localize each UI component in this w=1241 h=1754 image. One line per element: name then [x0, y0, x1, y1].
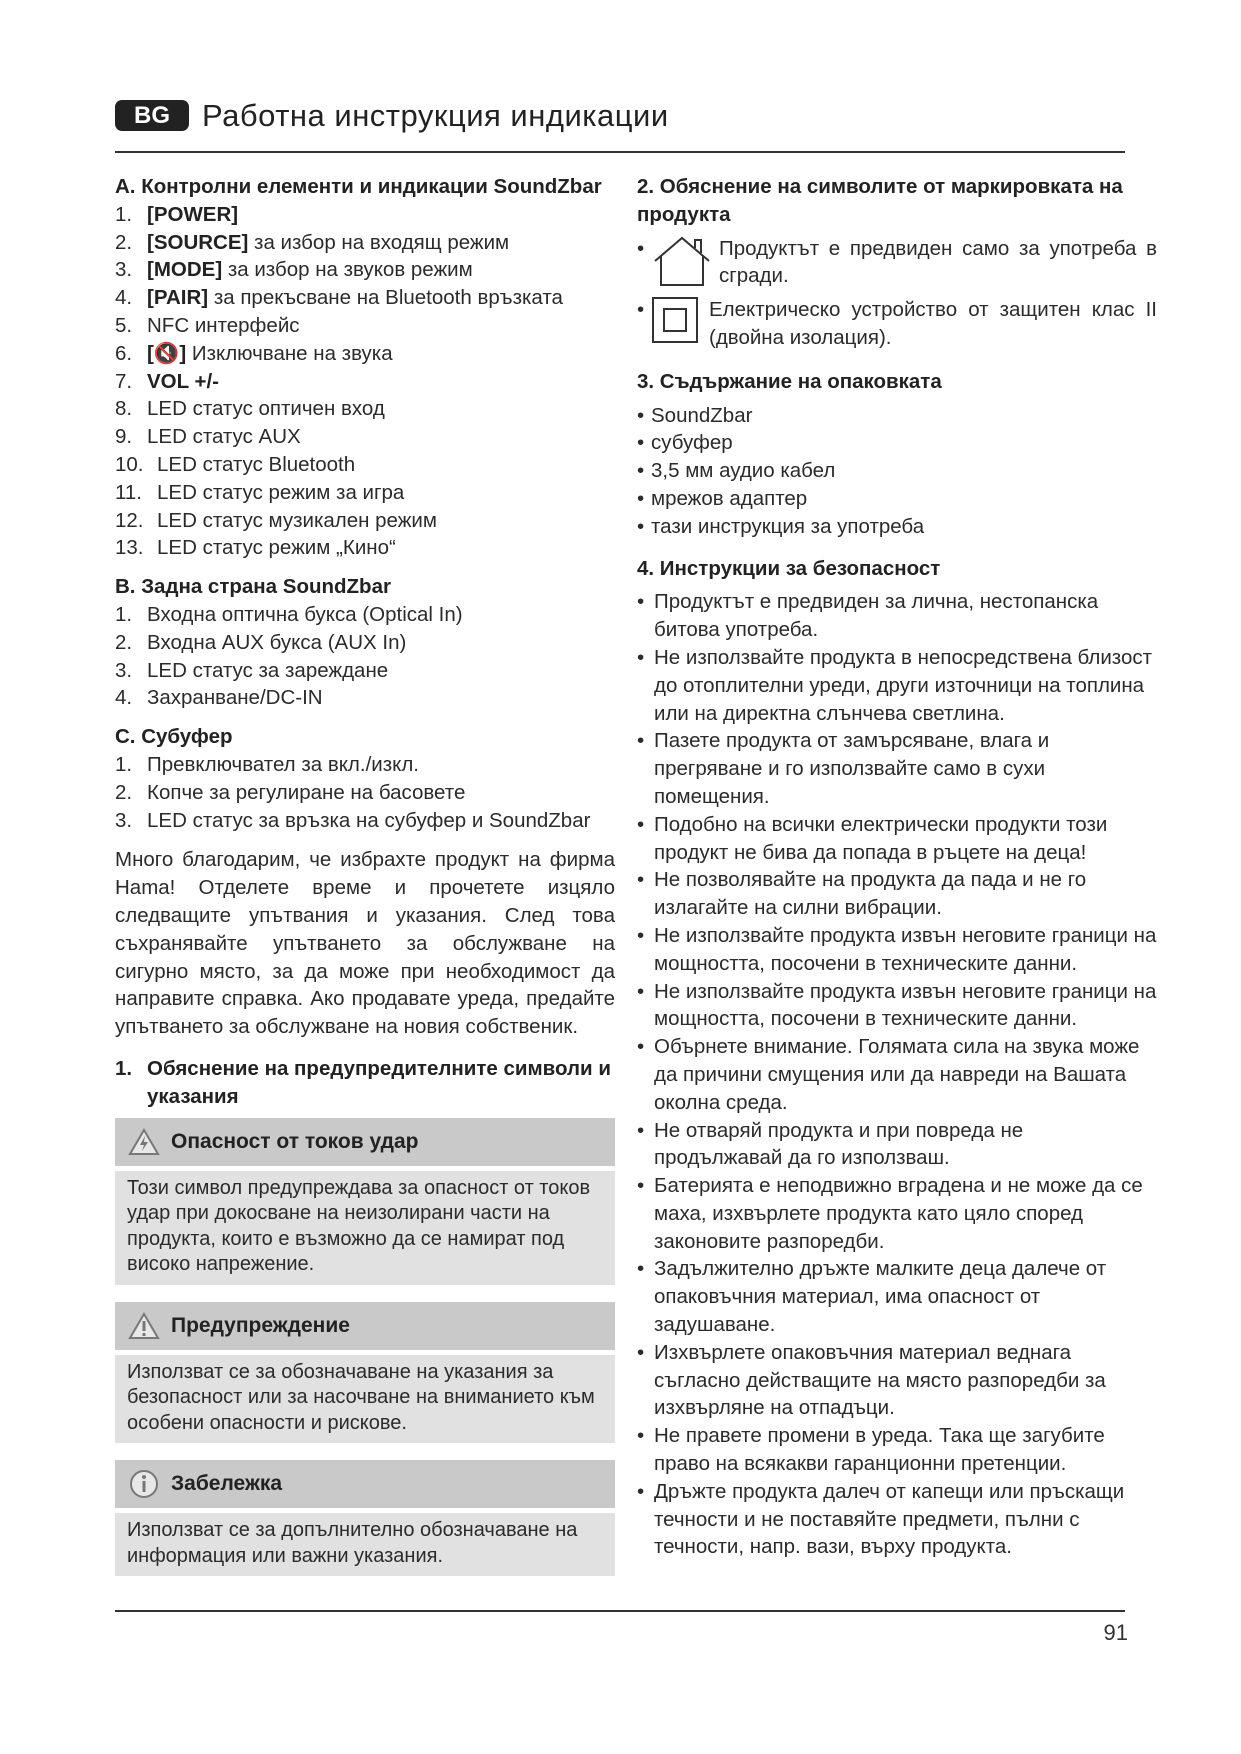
list-item — [115, 256, 615, 284]
item-text: Обърнете внимание. Голямата сила на звука може да причини смущения или да навреди на Вашата околна среда. — [654, 1035, 1140, 1114]
list-item — [115, 368, 615, 396]
double-insulation-icon — [651, 296, 699, 344]
list-item — [115, 479, 615, 507]
box-heading: Забележка — [171, 1472, 283, 1496]
item-text: Изхвърлете опаковъчния материал веднага съгласно действащите на място разпоредби за изхвърляне на отпадъци. — [654, 1340, 1106, 1420]
item-text: Не използвайте продукта в непосредствена близост до отоплителни уреди, други източници на топлина или на директна слънчева светлина. — [654, 645, 1152, 725]
warning-box-header — [115, 1302, 615, 1350]
list-item — [115, 451, 615, 479]
symbol-row-house: • Продуктът е предвиден само за употреба в сгради. — [637, 235, 1157, 291]
bullet: • — [637, 1257, 645, 1281]
bullet: • — [637, 1424, 645, 1448]
item-key: [🔇] — [147, 341, 187, 365]
language-badge: BG — [115, 100, 189, 131]
item-number: 4. — [115, 286, 133, 310]
item-text: за избор на звуков режим — [222, 258, 473, 282]
bullet: • — [637, 1174, 645, 1198]
section-1-number: 1. — [115, 1056, 133, 1080]
info-circle-icon — [127, 1469, 161, 1499]
item-number: 13. — [115, 536, 144, 560]
item-text: Превключвател за вкл./изкл. — [147, 752, 419, 776]
bullet: • — [637, 1479, 645, 1503]
item-text: 3,5 мм аудио кабел — [651, 459, 836, 483]
list-item — [637, 1422, 1157, 1478]
section-a-title: A. Контролни елементи и индикации SoundZbar — [115, 175, 602, 198]
item-text: Копче за регулиране на басовете — [147, 780, 466, 804]
section-a-list — [115, 201, 615, 562]
list-item — [637, 978, 1157, 1034]
intro-paragraph: Много благодарим, че избрахте продукт на фирма Hama! Отделете време и прочетете изцяло следващите упътвания и указания. След това съхранявайте упътването за обслужване на сигурно място, за да може при необходимост да направите справка. Ако продавате уреда, предайте упътването за обслужване на новия собственик. — [115, 848, 615, 1039]
list-item — [637, 485, 1157, 513]
page-number: 91 — [1103, 1620, 1128, 1645]
item-text: LED статус за връзка на субуфер и SoundZbar — [147, 808, 591, 832]
list-item — [637, 644, 1157, 727]
warning-box-body: Използват се за обозначаване на указания за безопасност или за насочване на вниманието към особени опасности и рискове. — [115, 1355, 615, 1444]
list-item — [637, 866, 1157, 922]
item-number: 2. — [115, 780, 133, 804]
item-number: 11. — [115, 480, 142, 504]
item-number: 10. — [115, 452, 144, 476]
page-title: Работна инструкция индикации — [202, 98, 669, 133]
item-text: Подобно на всички електрически продукти този продукт не бива да попада в ръцете на деца! — [654, 812, 1108, 864]
bullet: • — [637, 403, 645, 427]
box-heading: Предупреждение — [171, 1313, 350, 1337]
item-key: [PAIR] — [147, 286, 209, 310]
symbol-house-text: Продуктът е предвиден само за употреба в сгради. — [719, 236, 1157, 288]
symbol-class-ii-text: Електрическо устройство от защитен клас II (двойна изолация). — [709, 298, 1157, 349]
list-item — [637, 1339, 1157, 1422]
item-number: 9. — [115, 425, 133, 449]
box-heading: Опасност от токов удар — [171, 1129, 419, 1153]
list-item — [115, 684, 615, 712]
item-number: 3. — [115, 808, 133, 832]
item-number: 1. — [115, 602, 133, 626]
item-key: [POWER] — [147, 202, 239, 226]
item-text: мрежов адаптер — [651, 486, 808, 510]
section-b-title: B. Задна страна SoundZbar — [115, 575, 391, 599]
item-text: Батерията е неподвижно вградена и не може да се маха, изхвърлете продукта като цяло според законовите разпоредби. — [654, 1174, 1143, 1253]
list-item — [115, 779, 615, 807]
package-contents-list — [637, 402, 1157, 541]
item-text: Не използвайте продукта извън неговите граници на мощността, посочени в техническите данни. — [654, 979, 1157, 1031]
item-text: LED статус режим „Кино“ — [157, 536, 396, 560]
electric-shock-box-body: Този символ предупреждава за опасност от токов удар при докосване на неизолирани части на продукта, които е възможно да се намират под високо напрежение. — [115, 1171, 615, 1285]
bullet: • — [637, 1035, 645, 1059]
list-item — [637, 922, 1157, 978]
bullet: • — [637, 923, 645, 947]
list-item — [115, 807, 615, 835]
bullet: • — [637, 590, 645, 614]
list-item — [115, 657, 615, 685]
item-text: LED статус оптичен вход — [147, 397, 385, 421]
section-c-title: C. Субуфер — [115, 725, 233, 749]
item-number: 6. — [115, 341, 133, 365]
item-text: LED статус AUX — [147, 425, 301, 449]
list-item — [637, 457, 1157, 485]
item-number: 1. — [115, 752, 133, 776]
list-item — [637, 429, 1157, 457]
item-text: Не правете промени в уреда. Така ще загубите право на всякакви гаранционни претенции. — [654, 1424, 1105, 1476]
item-number: 2. — [115, 230, 133, 254]
note-box-header — [115, 1460, 615, 1508]
bullet: • — [637, 459, 645, 483]
list-item — [115, 312, 615, 340]
item-number: 2. — [115, 630, 133, 654]
item-text: Пазете продукта от замърсяване, влага и прегряване и го използвайте само в сухи помещения. — [654, 729, 1050, 808]
bullet: • — [637, 431, 645, 455]
item-text: LED статус музикален режим — [157, 508, 437, 532]
item-number: 3. — [115, 658, 133, 682]
list-item — [115, 751, 615, 779]
footer-rule — [115, 1610, 1125, 1612]
warning-triangle-exclamation-icon — [127, 1311, 161, 1341]
item-text: Продуктът е предвиден за лична, нестопанска битова употреба. — [654, 590, 1099, 642]
item-text: LED статус режим за игра — [157, 480, 405, 504]
item-text: Задължително дръжте малките деца далече от опаковъчния материал, има опасност от задушаване. — [654, 1257, 1107, 1337]
list-item — [115, 423, 615, 451]
item-key: VOL +/- — [147, 369, 219, 393]
section-b-list — [115, 601, 615, 712]
section-1-text: Обяснение на предупредителните символи и указания — [147, 1056, 611, 1108]
page-header — [115, 96, 1125, 140]
item-text: Не отваряй продукта и при повреда не продължавай да го използваш. — [654, 1118, 1024, 1170]
item-text: за прекъсване на Bluetooth връзката — [208, 286, 563, 310]
list-item — [115, 534, 615, 562]
item-number: 5. — [115, 313, 133, 337]
symbol-row-class-ii: • Електрическо устройство от защитен клас II (двойна изолация). — [637, 296, 1157, 352]
bullet: • — [637, 645, 645, 669]
item-text: Дръжте продукта далеч от капещи или пръскащи течности и не поставяйте предмети, пълни с течности, напр. вази, върху продукта. — [654, 1479, 1125, 1559]
list-item — [637, 811, 1157, 867]
item-key: [MODE] — [147, 258, 223, 282]
item-text: LED статус за зареждане — [147, 658, 389, 682]
item-number: 3. — [115, 258, 133, 282]
item-text: SoundZbar — [651, 403, 753, 427]
list-item — [115, 201, 615, 229]
bullet: • — [637, 1118, 645, 1142]
bullet: • — [637, 1340, 645, 1364]
item-number: 4. — [115, 686, 133, 710]
item-text: LED статус Bluetooth — [157, 452, 356, 476]
safety-list — [637, 588, 1157, 1561]
list-item — [637, 588, 1157, 644]
item-text: Не използвайте продукта извън неговите граници на мощността, посочени в техническите данни. — [654, 923, 1157, 975]
section-c-list — [115, 751, 615, 834]
item-text: Входна оптична букса (Optical In) — [147, 602, 463, 626]
list-item — [115, 395, 615, 423]
right-column — [637, 173, 1157, 1561]
item-number: 12. — [115, 508, 144, 532]
list-item — [115, 340, 615, 368]
bullet: • — [637, 486, 645, 510]
item-key: [SOURCE] — [147, 230, 249, 254]
item-number: 1. — [115, 202, 133, 226]
item-text: тази инструкция за употреба — [651, 514, 925, 538]
list-item — [115, 629, 615, 657]
list-item — [115, 229, 615, 257]
item-text: NFC интерфейс — [147, 313, 300, 337]
warning-triangle-lightning-icon — [127, 1127, 161, 1157]
list-item — [637, 1255, 1157, 1338]
item-text: Захранване/DC-IN — [147, 686, 323, 710]
item-number: 7. — [115, 369, 133, 393]
list-item — [637, 513, 1157, 541]
bullet: • — [637, 514, 645, 538]
list-item — [637, 1033, 1157, 1116]
bullet: • — [637, 979, 645, 1003]
list-item — [637, 1172, 1157, 1255]
left-column — [115, 173, 615, 1576]
section-4-title: 4. Инструкции за безопасност — [637, 556, 941, 580]
item-text: субуфер — [651, 431, 733, 455]
list-item — [637, 1117, 1157, 1173]
header-rule — [115, 151, 1125, 153]
item-number: 8. — [115, 397, 133, 421]
list-item — [115, 284, 615, 312]
section-2-title: 2. Обяснение на символите от маркировката на продукта — [637, 175, 1123, 226]
list-item — [115, 507, 615, 535]
item-text: Изключване на звука — [186, 341, 393, 365]
item-text: за избор на входящ режим — [248, 230, 510, 254]
note-box-body: Използват се за допълнително обозначаване на информация или важни указания. — [115, 1513, 615, 1576]
bullet: • — [637, 868, 645, 892]
list-item — [115, 601, 615, 629]
item-text: Входна AUX букса (AUX In) — [147, 630, 407, 654]
section-1-title — [115, 1055, 615, 1111]
bullet: • — [637, 729, 645, 753]
house-icon — [651, 235, 713, 287]
list-item — [637, 727, 1157, 810]
list-item — [637, 1478, 1157, 1561]
electric-shock-box-header — [115, 1118, 615, 1166]
section-3-title: 3. Съдържание на опаковката — [637, 369, 942, 393]
item-text: Не позволявайте на продукта да пада и не го излагайте на силни вибрации. — [654, 868, 1087, 920]
list-item — [637, 402, 1157, 430]
bullet: • — [637, 812, 645, 836]
